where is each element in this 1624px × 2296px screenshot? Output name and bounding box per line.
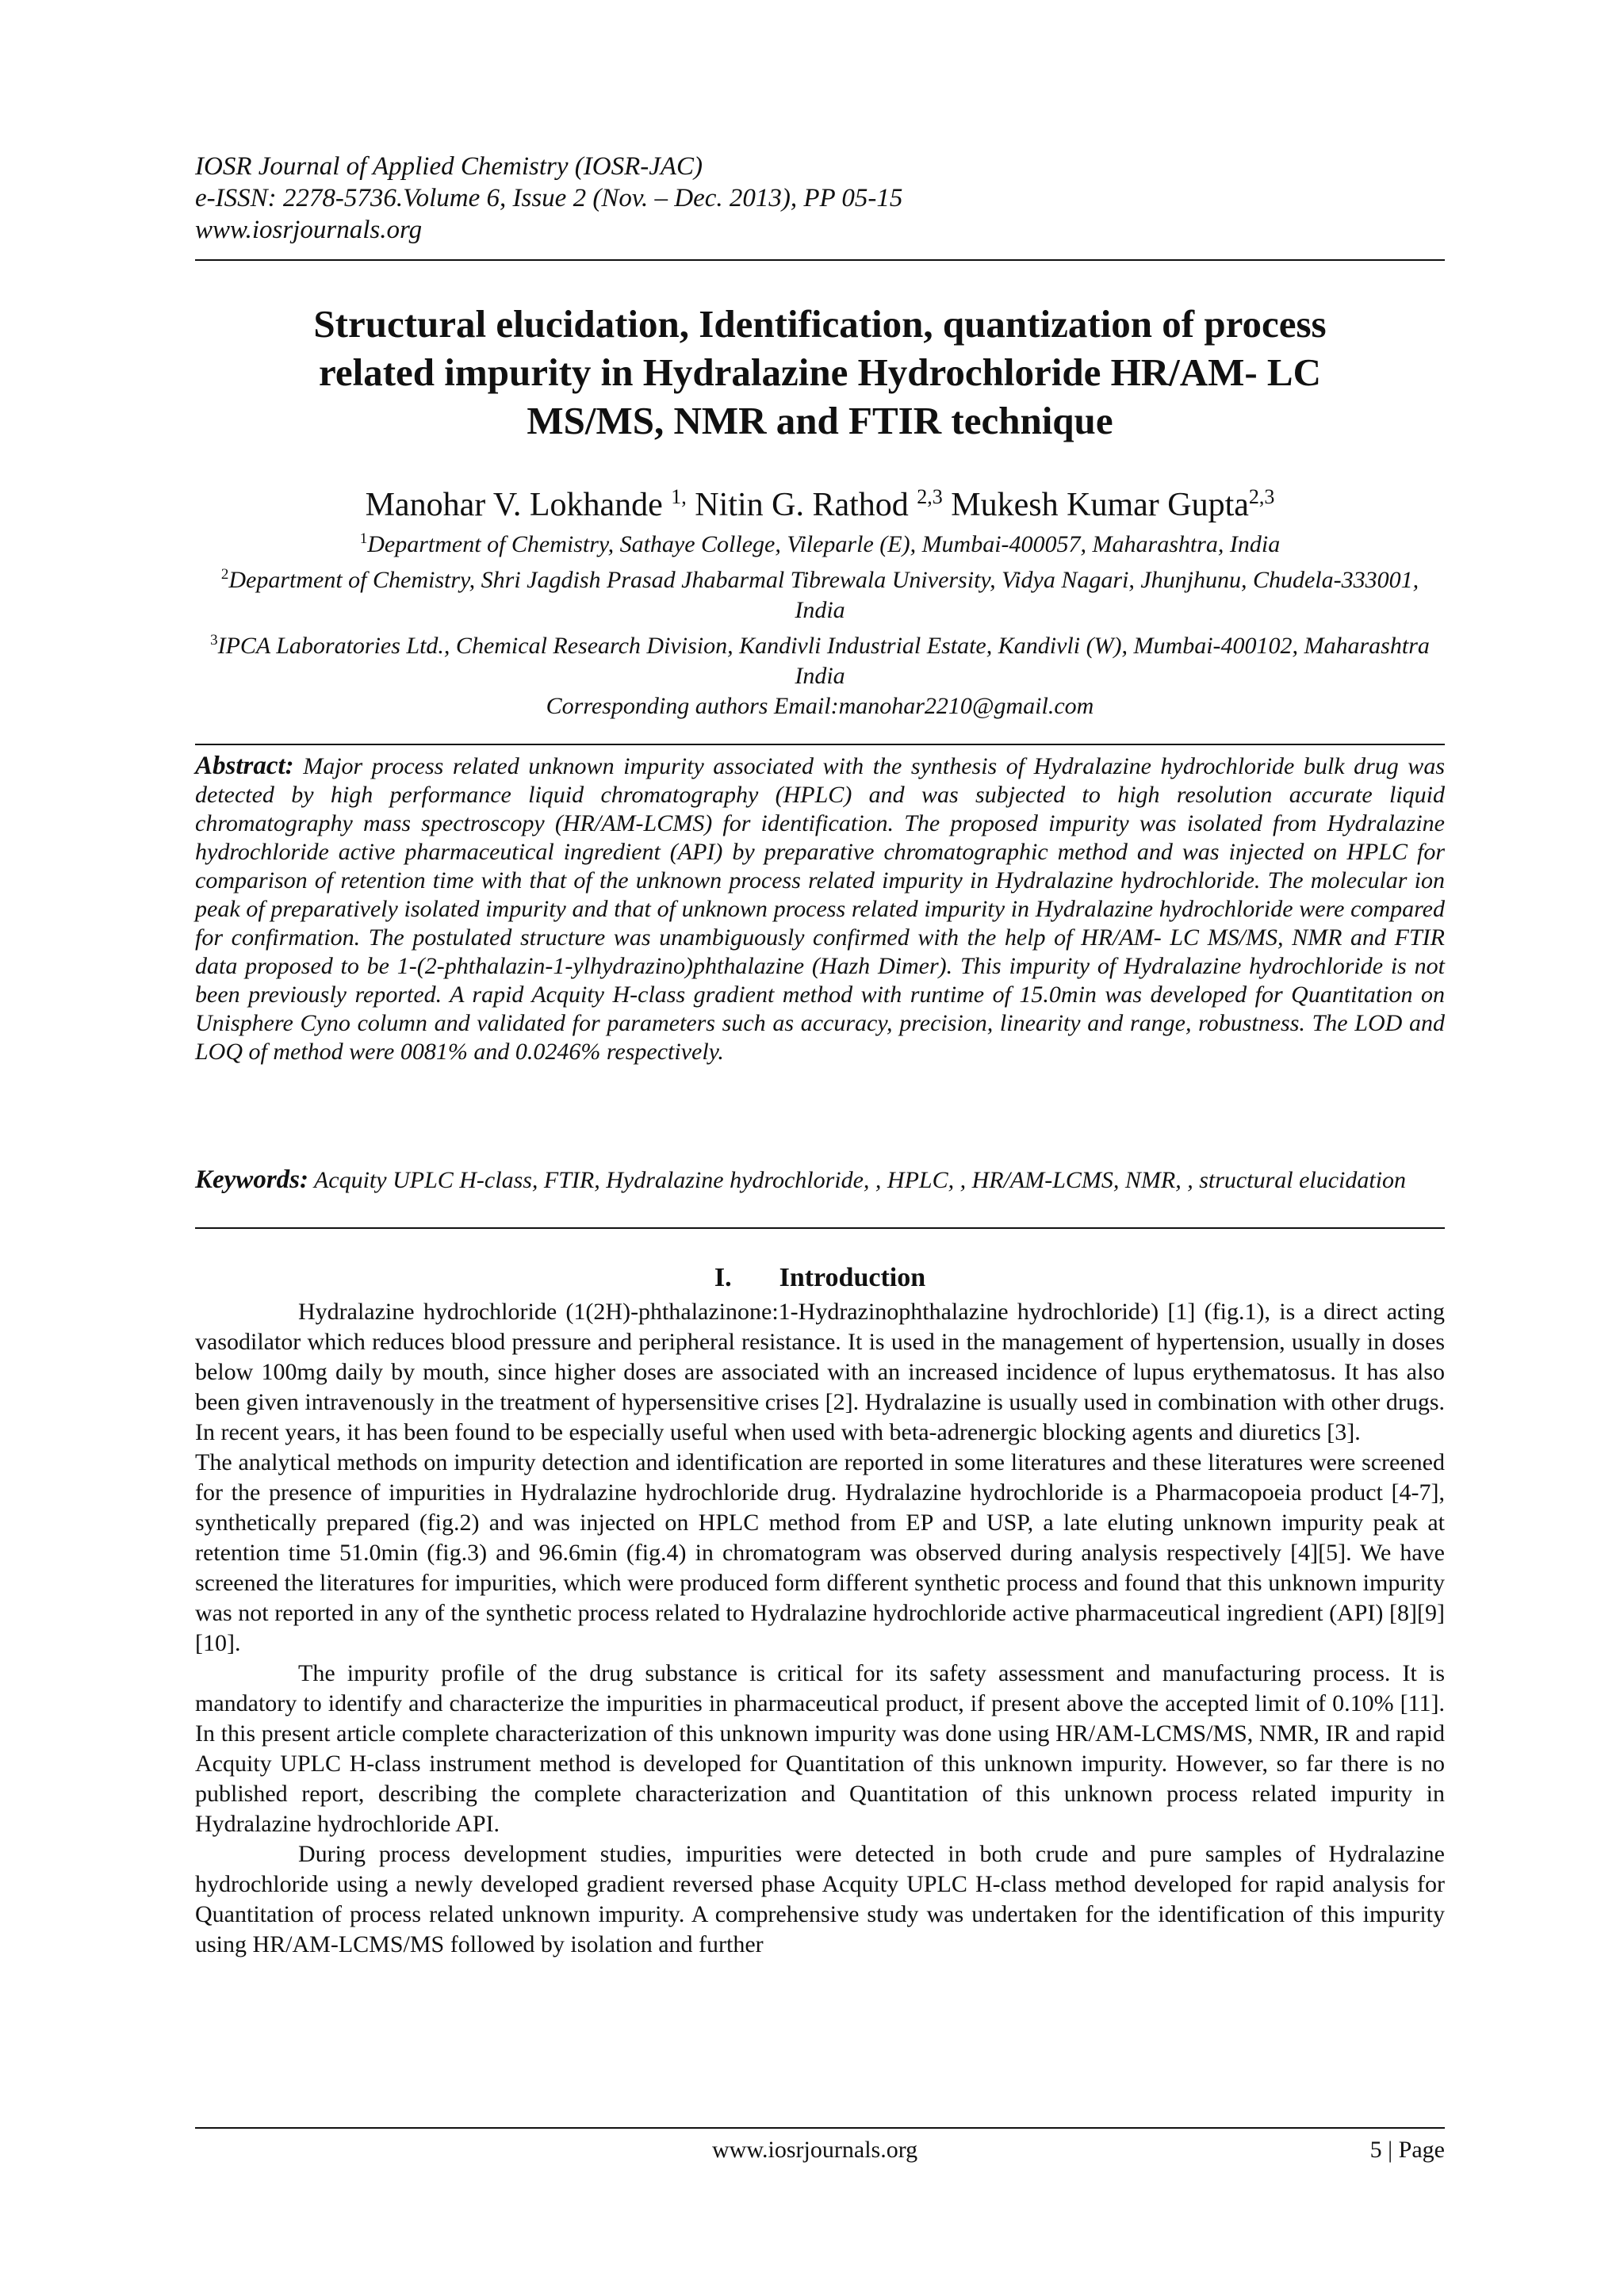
affiliations xyxy=(195,524,1445,721)
paragraph: The analytical methods on impurity detection and identification are reported in some literatures and these literatures were screened for the presence of impurities in Hydralazine hydrochloride drug. Hydralazine hydrochloride is a Pharmacopoeia product [4-7], synthetically prepared (fig.2) and was injected on HPLC method from EP and USP, a late eluting unknown impurity peak at retention time 51.0min (fig.3) and 96.6min (fig.4) in chromatogram was observed during analysis respectively [4][5]. We have screened the literatures for impurities, which were produced form different synthetic process and found that this unknown impurity was not reported in any of the synthetic process related to Hydralazine hydrochloride active pharmaceutical ingredient (API) [8][9][10]. xyxy=(195,1449,1445,1656)
keywords-text: Acquity UPLC H-class, FTIR, Hydralazine hydrochloride, , HPLC, , HR/AM-LCMS, NMR, , structural elucidation xyxy=(308,1167,1407,1193)
affiliation-mark: 3 xyxy=(210,632,218,649)
section-title: Introduction xyxy=(779,1263,926,1292)
abstract xyxy=(195,752,1445,1066)
affiliation-1 xyxy=(195,524,1445,560)
section-number: I. xyxy=(714,1263,732,1292)
author-affiliation-mark: 2,3 xyxy=(1248,485,1275,508)
journal-issn: e-ISSN: 2278-5736.Volume 6, Issue 2 (Nov. – Dec. 2013), PP 05-15 xyxy=(195,184,903,212)
affiliation-mark: 2 xyxy=(220,566,229,583)
keywords xyxy=(195,1165,1445,1195)
header-divider xyxy=(195,259,1445,261)
abstract-label: Abstract: xyxy=(195,752,294,780)
paragraph: Hydralazine hydrochloride (1(2H)-phthalazinone:1-Hydrazinophthalazine hydrochloride) [1] (fig.1), is a direct acting vasodilator which reduces blood pressure and peripheral resistance. It is used in the management of hypertension, usually in doses below 100mg daily by mouth, since higher doses are associated with an increased incidence of lupus erythematosus. It has also been given intravenously in the treatment of hypersensitive crises [2]. Hydralazine is usually used in combination with other drugs. In recent years, it has been found to be especially useful when used with beta-adrenergic blocking agents and diuretics [3]. xyxy=(195,1299,1445,1445)
page-number: 5 | Page xyxy=(1369,2137,1445,2163)
title-line-3: MS/MS, NMR and FTIR technique xyxy=(527,399,1113,442)
title-line-2: related impurity in Hydralazine Hydrochloride HR/AM- LC xyxy=(319,350,1321,394)
paragraph: The impurity profile of the drug substance is critical for its safety assessment and manufacturing process. It is mandatory to identify and characterize the impurities in pharmaceutical product, if present above the accepted limit of 0.10% [11]. In this present article complete characterization of this unknown impurity was done using HR/AM-LCMS/MS, NMR, IR and rapid Acquity UPLC H-class instrument method is developed for Quantitation of this unknown impurity. However, so far there is no published report, describing the complete characterization and Quantitation of this unknown process related impurity in Hydralazine hydrochloride API. xyxy=(195,1660,1445,1837)
title-line-1: Structural elucidation, Identification, quantization of process xyxy=(313,302,1327,346)
section-heading xyxy=(195,1262,1445,1294)
affiliation-mark: 1 xyxy=(359,530,368,547)
affiliation-2 xyxy=(195,560,1445,626)
affiliation-text: IPCA Laboratories Ltd., Chemical Research Division, Kandivli Industrial Estate, Kandivli (W), Mumbai-400102, Maharashtra India xyxy=(217,633,1430,689)
author-name: Nitin G. Rathod xyxy=(686,487,917,523)
author-list xyxy=(195,476,1445,526)
author-name: Mukesh Kumar Gupta xyxy=(942,487,1249,523)
affiliation-text: Department of Chemistry, Shri Jagdish Prasad Jhabarmal Tibrewala University, Vidya Nagari, Jhunjhunu, Chudela-333001, India xyxy=(228,567,1419,623)
paper-title xyxy=(195,300,1445,445)
keywords-label: Keywords: xyxy=(195,1165,308,1194)
footer-website[interactable]: www.iosrjournals.org xyxy=(712,2137,918,2163)
abstract-text: Major process related unknown impurity associated with the synthesis of Hydralazine hydrochloride bulk drug was detected by high performance liquid chromatography (HPLC) and was subjected to high resolution accurate liquid chromatography mass spectroscopy (HR/AM-LCMS) for identification. The proposed impurity was isolated from Hydralazine hydrochloride active pharmaceutical ingredient (API) by preparative chromatographic method and was injected on HPLC for comparison of retention time with that of the unknown process related impurity in Hydralazine hydrochloride. The molecular ion peak of preparatively isolated impurity and that of unknown process related impurity in Hydralazine hydrochloride were compared for confirmation. The postulated structure was unambiguously confirmed with the help of HR/AM- LC MS/MS, NMR and FTIR data proposed to be 1-(2-phthalazin-1-ylhydrazino)phthalazine (Hazh Dimer). This impurity of Hydralazine hydrochloride is not been previously reported. A rapid Acquity H-class gradient method with runtime of 15.0min was developed for Quantitation on Unisphere Cyno column and validated for parameters such as accuracy, precision, linearity and range, robustness. The LOD and LOQ of method were 0081% and 0.0246% respectively. xyxy=(195,753,1445,1065)
journal-name: IOSR Journal of Applied Chemistry (IOSR-JAC) xyxy=(195,152,703,181)
corresponding-email: Corresponding authors Email:manohar2210@gmail.com xyxy=(546,693,1094,719)
affiliation-3 xyxy=(195,626,1445,691)
author-name: Manohar V. Lokhande xyxy=(365,487,672,523)
abstract-bottom-divider xyxy=(195,1227,1445,1229)
body-text xyxy=(195,1297,1445,1960)
affiliation-text: Department of Chemistry, Sathaye College, Vileparle (E), Mumbai-400057, Maharashtra, India xyxy=(367,531,1281,557)
author-affiliation-mark: 2,3 xyxy=(917,485,943,508)
author-affiliation-mark: 1, xyxy=(671,485,687,508)
journal-header xyxy=(195,151,1445,246)
paragraph: During process development studies, impurities were detected in both crude and pure samples of Hydralazine hydrochloride using a newly developed gradient reversed phase Acquity UPLC H-class method developed for rapid analysis for Quantitation of process related unknown impurity. A comprehensive study was undertaken for the identification of this impurity using HR/AM-LCMS/MS followed by isolation and further xyxy=(195,1841,1445,1957)
footer-divider xyxy=(195,2127,1445,2129)
journal-website[interactable]: www.iosrjournals.org xyxy=(195,216,423,244)
abstract-top-divider xyxy=(195,744,1445,745)
